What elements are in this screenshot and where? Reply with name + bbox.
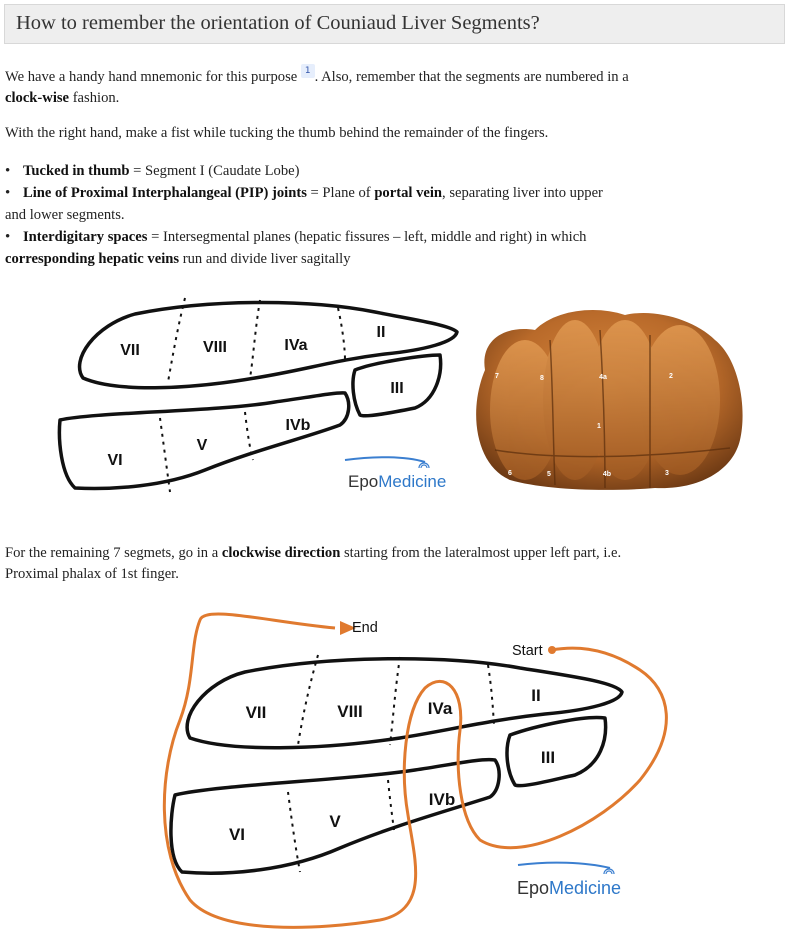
paragraph-bold: clockwise direction [221, 545, 341, 561]
right-fist-illustration [465, 300, 747, 495]
liver-segments-diagram [55, 290, 465, 505]
segment-label: VII [120, 342, 140, 359]
clockwise-paragraph [5, 543, 783, 585]
reference-link[interactable]: 1 [301, 64, 315, 78]
segment-label: VIII [202, 339, 228, 356]
fist-label: 5 [547, 471, 551, 478]
segment-label: II [376, 324, 386, 341]
list-item [5, 226, 785, 270]
list-item-text: = Plane of [306, 185, 375, 201]
intro-bold: clock-wise [5, 90, 70, 106]
list-item-term: Interdigitary spaces [23, 229, 148, 245]
fist-label: 7 [495, 373, 499, 380]
mnemonic-list [5, 160, 785, 270]
segment-label: VII [245, 703, 267, 722]
segment-label: IVb [285, 417, 311, 434]
segment-label: VI [228, 825, 246, 844]
list-item [5, 182, 785, 226]
svg-text:EpoMedicine [517, 878, 621, 898]
list-item-text: = Segment I (Caudate Lobe) [129, 163, 300, 179]
paragraph-text: Proximal phalax of 1st finger. [5, 566, 179, 582]
segment-label: IVa [284, 337, 308, 354]
epomedicine-logo [345, 457, 446, 491]
segment-label: III [540, 748, 556, 767]
start-label: Start [512, 643, 543, 659]
fist-label: 4b [602, 471, 612, 478]
list-item-term: Tucked in thumb [23, 163, 130, 179]
fist-label: 4a [599, 374, 607, 381]
list-item-text: = Intersegmental planes (hepatic fissures – left, middle and right) in which [147, 229, 587, 245]
segment-label: IVa [427, 699, 453, 718]
intro-text: We have a handy hand mnemonic for this purpose [5, 69, 301, 85]
fist-label: 6 [508, 470, 512, 477]
list-item-text: , separating liver into upper [442, 185, 603, 201]
epomedicine-logo [517, 863, 621, 898]
segment-label: II [531, 686, 541, 705]
end-label: End [352, 620, 378, 636]
paragraph-text: starting from the lateralmost upper left part, i.e. [340, 545, 622, 561]
start-dot-icon [548, 646, 556, 654]
section-header [4, 4, 785, 44]
list-item-text: run and divide liver sagitally [179, 251, 351, 267]
svg-text:EpoMedicine [348, 472, 446, 491]
segment-label: VIII [337, 702, 363, 721]
clockwise-order-diagram [160, 600, 670, 931]
section-title: How to remember the orientation of Couniaud Liver Segments? [16, 12, 540, 34]
list-item-term: Line of Proximal Interphalangeal (PIP) joints [23, 185, 307, 201]
list-item-term: corresponding hepatic veins [5, 251, 180, 267]
intro-text: fashion. [69, 90, 120, 106]
fist-label: 2 [669, 373, 673, 380]
instruction-paragraph: With the right hand, make a fist while tucking the thumb behind the remainder of the fingers. [5, 125, 549, 141]
logo-text: Epo [517, 878, 550, 898]
segment-label: III [390, 380, 404, 397]
fist-label: 8 [540, 375, 544, 382]
logo-text: Medicine [378, 472, 447, 491]
logo-text: Medicine [549, 878, 622, 898]
segment-label: V [196, 437, 208, 454]
intro-paragraph [5, 64, 783, 109]
segment-label: IVb [428, 790, 456, 809]
segment-label: VI [107, 452, 123, 469]
segment-iii-outline [507, 717, 606, 785]
fist-label: 1 [597, 423, 601, 430]
segment-label: V [329, 812, 341, 831]
list-item-text: and lower segments. [5, 207, 125, 223]
list-item-term: portal vein [374, 185, 443, 201]
logo-text: Epo [348, 472, 379, 491]
list-item [5, 160, 785, 182]
paragraph-text: For the remaining 7 segmets, go in a [5, 545, 222, 561]
fist-label: 3 [665, 470, 669, 477]
intro-text: . Also, remember that the segments are numbered in a [314, 69, 629, 85]
